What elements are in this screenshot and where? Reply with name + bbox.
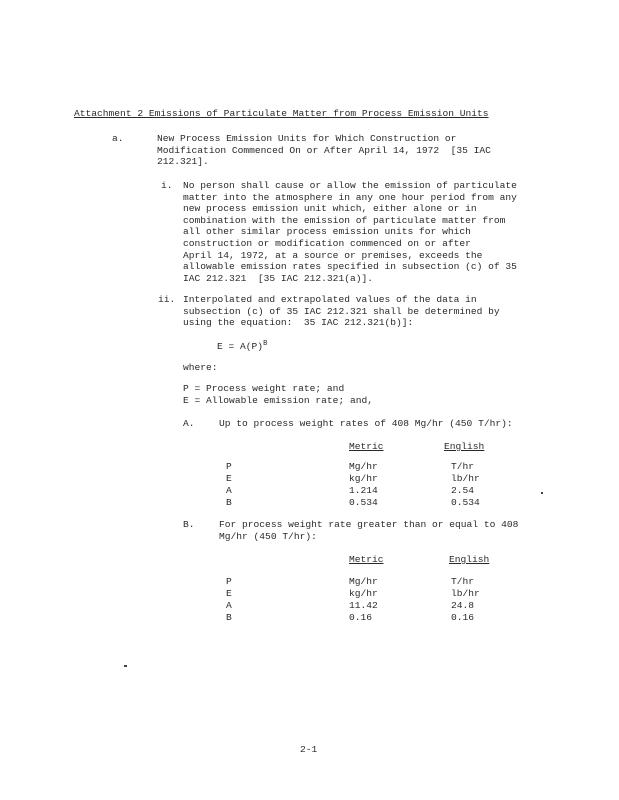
symbol-cell: P: [226, 461, 232, 472]
sub-a-table: [0, 441, 619, 511]
where-label: where:: [183, 362, 218, 373]
equation-exponent: B: [263, 340, 268, 348]
page-title: Attachment 2 Emissions of Particulate Matter from Process Emission Units: [74, 108, 489, 119]
english-cell: 24.8: [451, 600, 475, 611]
equation: [217, 341, 267, 353]
paragraph-line: using the equation: 35 IAC 212.321(b)]:: [183, 317, 414, 329]
item-ii-paragraph: [183, 294, 500, 329]
paragraph-line: allowable emission rates specified in subsection (c) of 35: [183, 261, 517, 273]
metric-header: Metric: [349, 554, 384, 565]
metric-header: Metric: [349, 441, 384, 452]
sub-b-label: B.: [183, 519, 195, 530]
paragraph-line: construction or modification commenced on or after: [183, 237, 471, 249]
metric-cell: Mg/hr: [349, 576, 378, 587]
english-cell: T/hr: [451, 576, 475, 587]
table-header-row: [0, 441, 619, 453]
english-cell: lb/hr: [451, 473, 480, 484]
english-cell: T/hr: [451, 461, 475, 472]
english-cell: 2.54: [451, 485, 475, 496]
heading-line: New Process Emission Units for Which Construction or: [157, 133, 457, 144]
metric-cell: 0.534: [349, 497, 378, 508]
item-i-paragraph: [183, 180, 517, 284]
symbol-cell: A: [226, 600, 232, 611]
item-ii-label: ii.: [158, 294, 176, 305]
table-header-row: [0, 554, 619, 566]
english-cell: 0.16: [451, 612, 475, 623]
scan-speck: [124, 665, 127, 667]
english-cell: lb/hr: [451, 588, 480, 599]
sub-b-text: [219, 519, 518, 542]
page-number: 2-1: [300, 744, 318, 755]
table-row: [0, 485, 619, 497]
paragraph-line: matter into the atmosphere in any one hour period from any: [183, 191, 517, 203]
symbol-cell: E: [226, 473, 232, 484]
heading-line: Modification Commenced On or After April 14, 1972 [35 IAC: [157, 144, 491, 156]
table-row: [0, 576, 619, 588]
table-row: [0, 612, 619, 624]
metric-cell: kg/hr: [349, 473, 378, 484]
paragraph-line: IAC 212.321 [35 IAC 212.321(a)].: [183, 272, 373, 284]
equation-base: E = A(P): [217, 341, 264, 352]
paragraph-line: combination with the emission of particulate matter from: [183, 214, 506, 226]
english-header: English: [444, 441, 485, 452]
symbol-cell: A: [226, 485, 232, 496]
sub-a-text: Up to process weight rates of 408 Mg/hr (450 T/hr):: [219, 418, 513, 429]
symbol-cell: E: [226, 588, 232, 599]
where-definitions: [183, 383, 373, 406]
english-cell: 0.534: [451, 497, 480, 508]
symbol-cell: B: [226, 612, 232, 623]
definition-line: P = Process weight rate; and: [183, 383, 345, 394]
sub-b-line: Mg/hr (450 T/hr):: [219, 530, 317, 542]
table-row: [0, 497, 619, 509]
paragraph-line: April 14, 1972, at a source or premises, exceeds the: [183, 249, 483, 261]
paragraph-line: subsection (c) of 35 IAC 212.321 shall be determined by: [183, 305, 500, 317]
table-row: [0, 588, 619, 600]
symbol-cell: B: [226, 497, 232, 508]
metric-cell: 0.16: [349, 612, 373, 623]
metric-cell: kg/hr: [349, 588, 378, 599]
table-row: [0, 473, 619, 485]
section-a-label: a.: [112, 133, 124, 144]
paragraph-line: No person shall cause or allow the emission of particulate: [183, 180, 517, 191]
english-header: English: [449, 554, 490, 565]
symbol-cell: P: [226, 576, 232, 587]
sub-b-line: For process weight rate greater than or equal to 408: [219, 519, 519, 530]
table-row: [0, 461, 619, 473]
sub-b-table: [0, 554, 619, 624]
paragraph-line: new process emission unit which, either alone or in: [183, 203, 477, 215]
section-a-heading: [157, 133, 491, 168]
metric-cell: 11.42: [349, 600, 378, 611]
paragraph-line: Interpolated and extrapolated values of the data in: [183, 294, 477, 305]
heading-line: 212.321].: [157, 156, 209, 168]
paragraph-line: all other similar process emission units for which: [183, 226, 471, 238]
definition-line: E = Allowable emission rate; and,: [183, 394, 373, 406]
table-row: [0, 600, 619, 612]
item-i-label: i.: [161, 180, 173, 191]
metric-cell: Mg/hr: [349, 461, 378, 472]
scan-speck: [541, 492, 543, 494]
metric-cell: 1.214: [349, 485, 378, 496]
sub-a-label: A.: [183, 418, 195, 429]
